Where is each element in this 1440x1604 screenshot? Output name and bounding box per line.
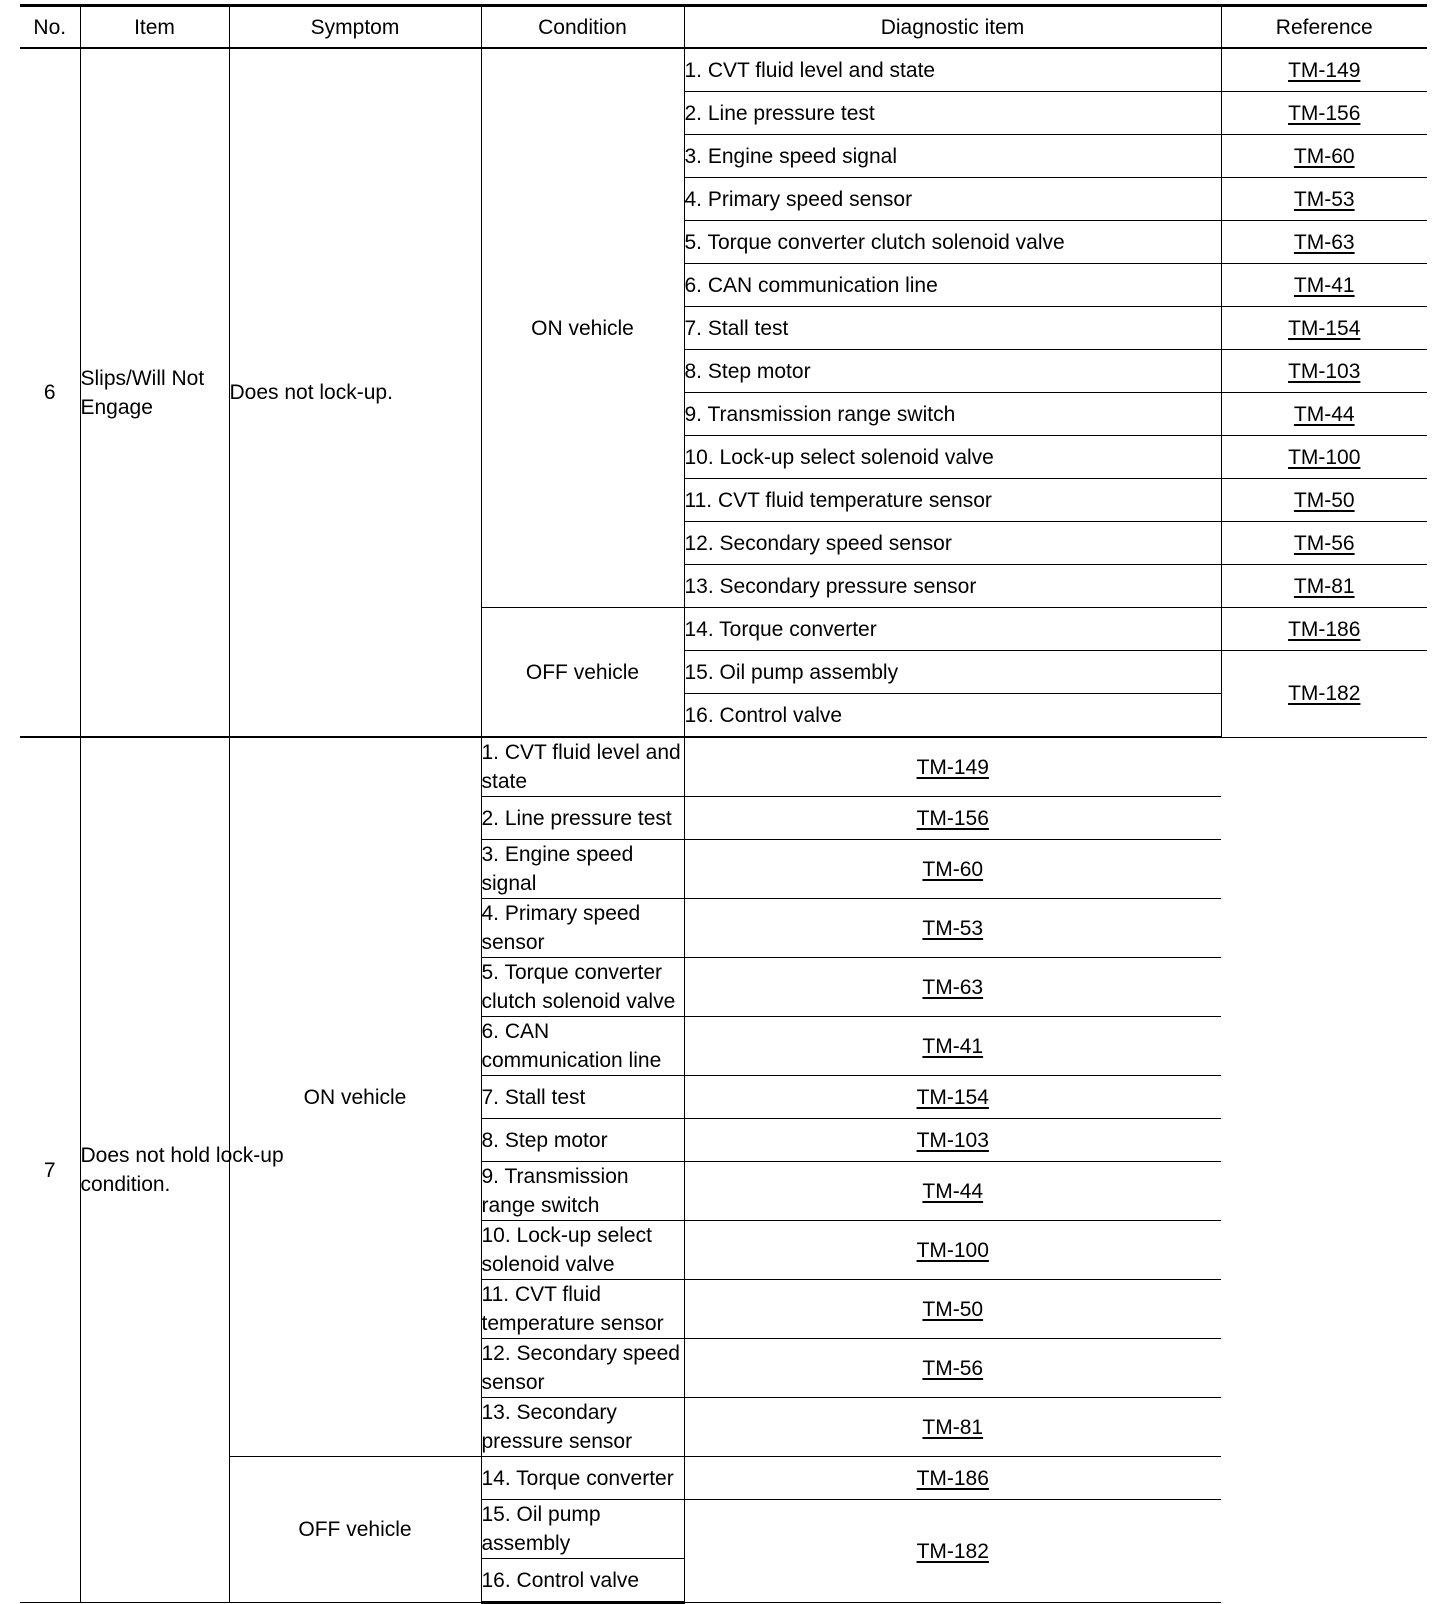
reference-cell — [1221, 479, 1427, 522]
reference-cell — [684, 1500, 1221, 1603]
reference-cell — [1221, 48, 1427, 92]
reference-cell — [684, 1076, 1221, 1119]
diagnostic-item: 15. Oil pump assembly — [481, 1500, 684, 1559]
diagnostic-item: 8. Step motor — [481, 1119, 684, 1162]
reference-cell — [1221, 264, 1427, 307]
reference-link[interactable]: TM-156 — [1288, 101, 1361, 125]
reference-cell — [1221, 436, 1427, 479]
diagnostic-item: 8. Step motor — [684, 350, 1221, 393]
reference-cell — [1221, 565, 1427, 608]
reference-link[interactable]: TM-103 — [916, 1128, 989, 1152]
item-cell — [80, 48, 229, 737]
table-row — [20, 48, 1427, 92]
diagnostic-item: 15. Oil pump assembly — [684, 651, 1221, 694]
diagnostic-item: 12. Secondary speed sensor — [684, 522, 1221, 565]
item-label: Slips/Will Not Engage — [80, 366, 205, 419]
diagnostic-item: 6. CAN communication line — [481, 1017, 684, 1076]
reference-cell — [684, 958, 1221, 1017]
reference-link[interactable]: TM-60 — [1293, 144, 1355, 168]
reference-cell — [684, 797, 1221, 840]
reference-cell — [684, 1457, 1221, 1500]
reference-cell — [1221, 651, 1427, 738]
diagnostic-item: 16. Control valve — [481, 1559, 684, 1603]
reference-link[interactable]: TM-100 — [1288, 445, 1361, 469]
reference-link[interactable]: TM-81 — [1293, 574, 1355, 598]
symptom-cell — [229, 48, 481, 737]
reference-link[interactable]: TM-63 — [1293, 230, 1355, 254]
reference-link[interactable]: TM-53 — [1293, 187, 1355, 211]
diagnostic-item: 14. Torque converter — [481, 1457, 684, 1500]
diagnostic-item: 9. Transmission range switch — [481, 1162, 684, 1221]
reference-link[interactable]: TM-149 — [1288, 58, 1361, 82]
group-6 — [20, 48, 1427, 737]
reference-link[interactable]: TM-186 — [916, 1466, 989, 1490]
reference-cell — [684, 1017, 1221, 1076]
reference-cell — [1221, 522, 1427, 565]
symptom-label: Does not hold lock-up condition. — [80, 1144, 284, 1196]
diagnostic-item: 11. CVT fluid temperature sensor — [684, 479, 1221, 522]
reference-link[interactable]: TM-60 — [922, 857, 984, 881]
header-reference: Reference — [1221, 6, 1427, 49]
diagnostic-item: 16. Control valve — [684, 694, 1221, 738]
diagnostic-item: 2. Line pressure test — [481, 797, 684, 840]
reference-cell — [684, 1119, 1221, 1162]
diagnostic-item: 13. Secondary pressure sensor — [684, 565, 1221, 608]
condition-off-vehicle: OFF vehicle — [229, 1457, 481, 1603]
diagnostic-item: 7. Stall test — [481, 1076, 684, 1119]
reference-link[interactable]: TM-63 — [922, 975, 984, 999]
reference-link[interactable]: TM-81 — [922, 1415, 984, 1439]
reference-link[interactable]: TM-186 — [1288, 617, 1361, 641]
condition-on-vehicle: ON vehicle — [481, 48, 684, 608]
reference-link[interactable]: TM-41 — [1293, 273, 1355, 297]
diagnostic-item: 7. Stall test — [684, 307, 1221, 350]
header-symptom: Symptom — [229, 6, 481, 49]
reference-cell — [1221, 608, 1427, 651]
reference-link[interactable]: TM-56 — [1293, 531, 1355, 555]
group-7 — [20, 737, 1427, 1603]
reference-link[interactable]: TM-154 — [916, 1085, 989, 1109]
table-row — [20, 1457, 1427, 1500]
reference-link[interactable]: TM-53 — [922, 916, 984, 940]
reference-cell — [684, 1339, 1221, 1398]
reference-cell — [1221, 221, 1427, 264]
diagnostic-item: 4. Primary speed sensor — [684, 178, 1221, 221]
header-no: No. — [20, 6, 80, 49]
reference-link[interactable]: TM-100 — [916, 1238, 989, 1262]
diagnostic-item: 14. Torque converter — [684, 608, 1221, 651]
diagnostic-item: 1. CVT fluid level and state — [684, 48, 1221, 92]
diagnostic-item: 5. Torque converter clutch solenoid valve — [684, 221, 1221, 264]
reference-link[interactable]: TM-41 — [922, 1034, 984, 1058]
diagnostic-table — [20, 4, 1427, 1604]
symptom-cell — [80, 737, 284, 1603]
diagnostic-item: 13. Secondary pressure sensor — [481, 1398, 684, 1457]
diagnostic-item: 1. CVT fluid level and state — [481, 737, 684, 797]
diagnostic-item: 9. Transmission range switch — [684, 393, 1221, 436]
reference-cell — [1221, 393, 1427, 436]
reference-cell — [684, 737, 1221, 797]
diagnostic-item: 10. Lock-up select solenoid valve — [481, 1221, 684, 1280]
diagnostic-item: 2. Line pressure test — [684, 92, 1221, 135]
row-number: 7 — [20, 737, 80, 1603]
reference-cell — [684, 1221, 1221, 1280]
table-row — [20, 737, 1427, 797]
row-number: 6 — [20, 48, 80, 737]
reference-link[interactable]: TM-103 — [1288, 359, 1361, 383]
reference-link[interactable]: TM-50 — [922, 1297, 984, 1321]
reference-link[interactable]: TM-149 — [916, 755, 989, 779]
reference-cell — [684, 1280, 1221, 1339]
reference-link[interactable]: TM-182 — [916, 1539, 989, 1563]
diagnostic-item: 11. CVT fluid temperature sensor — [481, 1280, 684, 1339]
symptom-label: Does not lock-up. — [229, 381, 393, 404]
reference-cell — [1221, 178, 1427, 221]
reference-cell — [684, 1398, 1221, 1457]
header-condition: Condition — [481, 6, 684, 49]
reference-link[interactable]: TM-44 — [922, 1179, 984, 1203]
reference-cell — [1221, 135, 1427, 178]
diagnostic-item: 6. CAN communication line — [684, 264, 1221, 307]
diagnostic-item: 3. Engine speed signal — [481, 840, 684, 899]
condition-off-vehicle: OFF vehicle — [481, 608, 684, 738]
reference-link[interactable]: TM-182 — [1288, 682, 1361, 706]
condition-on-vehicle: ON vehicle — [229, 737, 481, 1457]
diagnostic-item: 10. Lock-up select solenoid valve — [684, 436, 1221, 479]
reference-cell — [1221, 307, 1427, 350]
table-header — [20, 6, 1427, 49]
reference-link[interactable]: TM-156 — [916, 806, 989, 830]
reference-cell — [1221, 350, 1427, 393]
reference-link[interactable]: TM-44 — [1293, 402, 1355, 426]
header-diagnostic-item: Diagnostic item — [684, 6, 1221, 49]
reference-link[interactable]: TM-50 — [1293, 488, 1355, 512]
reference-cell — [684, 899, 1221, 958]
diagnostic-item: 4. Primary speed sensor — [481, 899, 684, 958]
diagnostic-item: 5. Torque converter clutch solenoid valve — [481, 958, 684, 1017]
reference-cell — [1221, 92, 1427, 135]
reference-cell — [684, 1162, 1221, 1221]
header-item: Item — [80, 6, 229, 49]
reference-cell — [684, 840, 1221, 899]
diagnostic-item: 12. Secondary speed sensor — [481, 1339, 684, 1398]
reference-link[interactable]: TM-56 — [922, 1356, 984, 1380]
reference-link[interactable]: TM-154 — [1288, 316, 1361, 340]
diagnostic-item: 3. Engine speed signal — [684, 135, 1221, 178]
